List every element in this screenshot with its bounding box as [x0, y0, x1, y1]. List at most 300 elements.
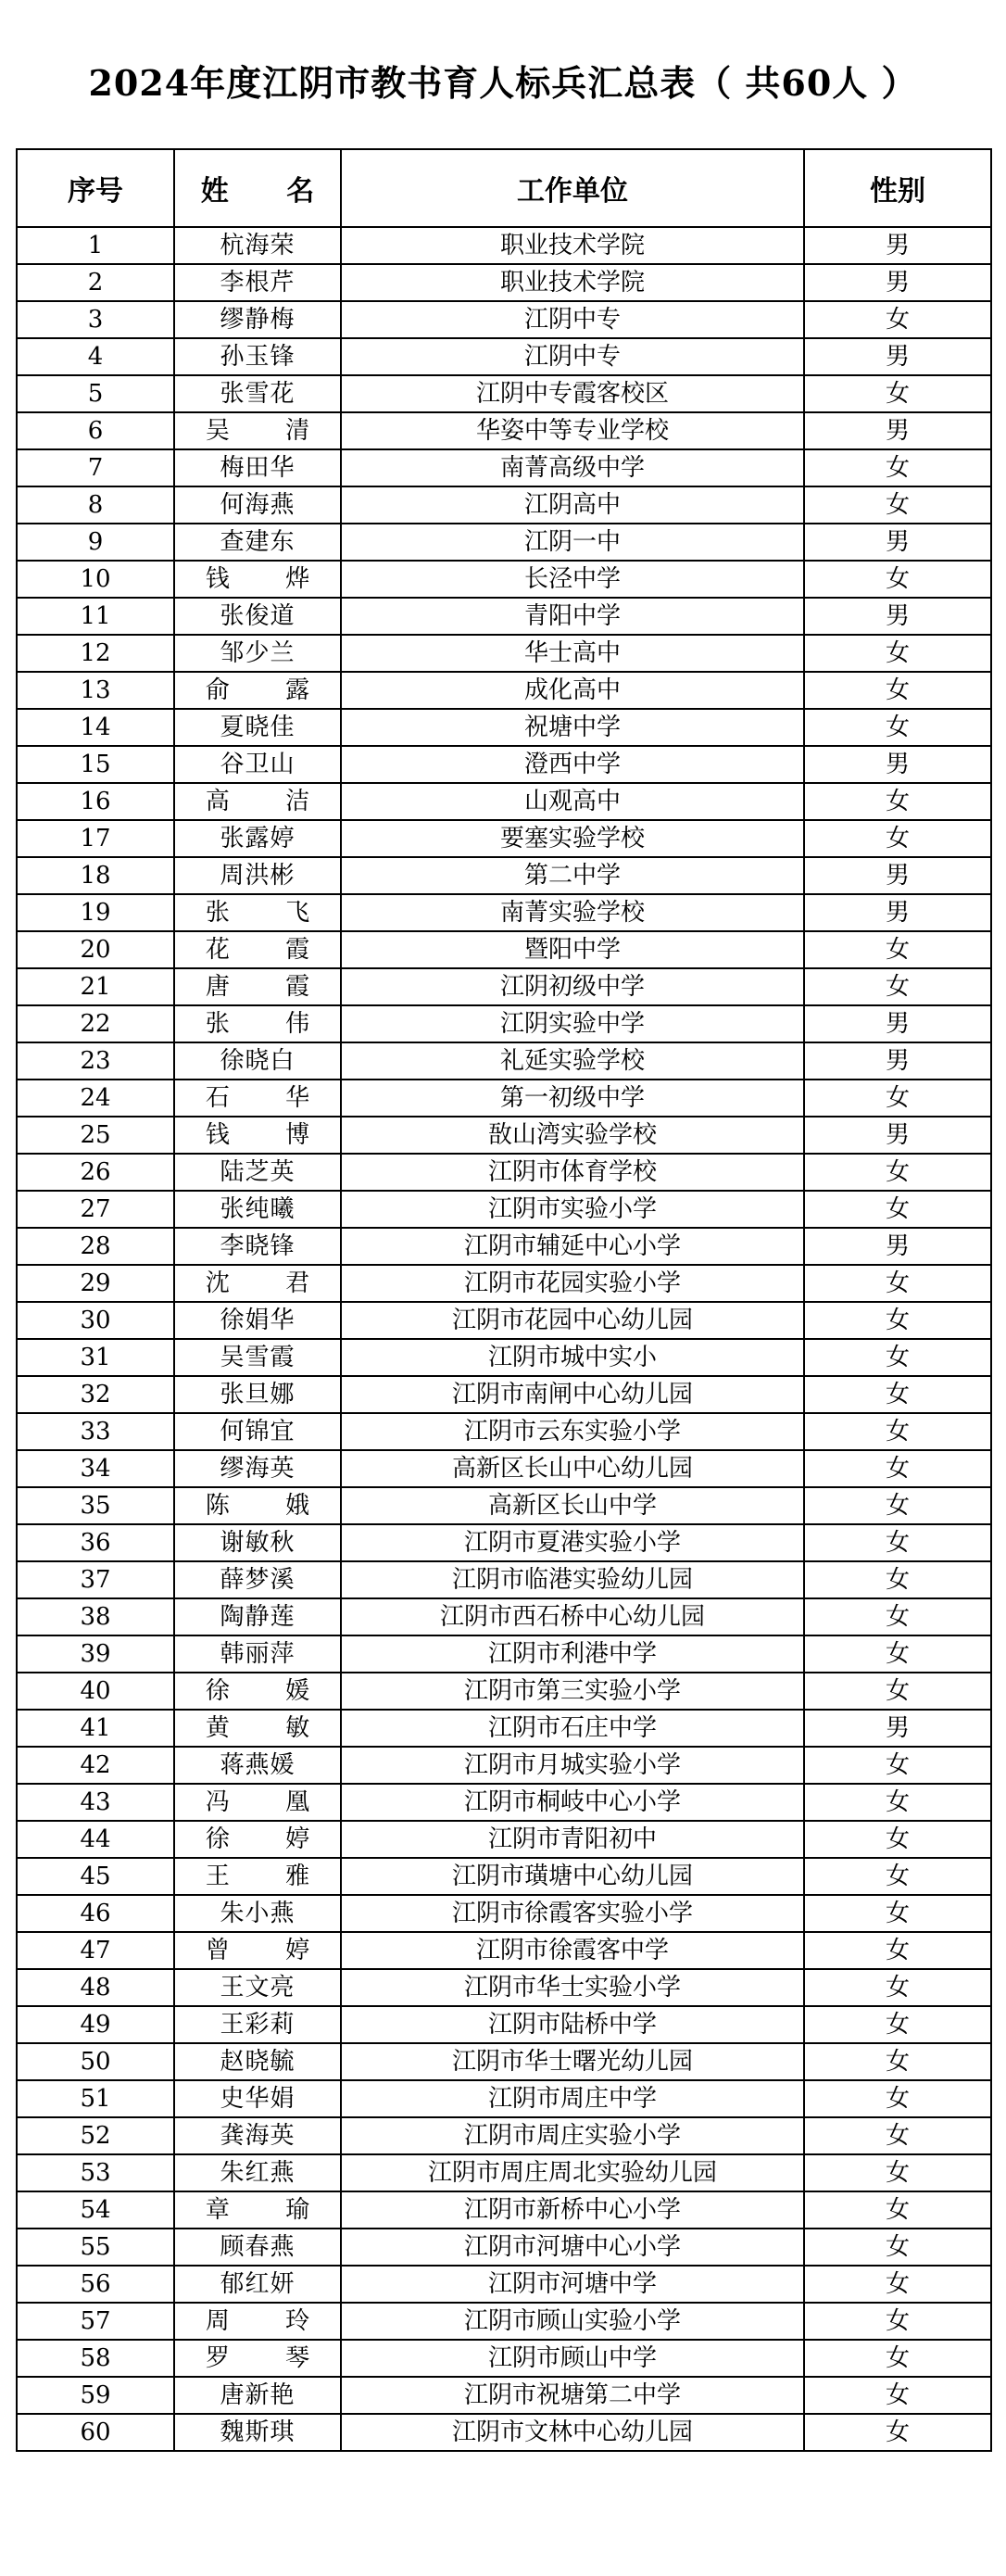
cell-number: 31	[17, 1339, 174, 1376]
header-name: 姓 名	[174, 149, 341, 227]
table-row	[17, 2043, 991, 2080]
cell-work-unit: 江阴市花园中心幼儿园	[341, 1302, 804, 1339]
table-row	[17, 1673, 991, 1710]
cell-name: 黄 敏	[174, 1710, 341, 1747]
table-row	[17, 2080, 991, 2117]
cell-gender: 女	[804, 1154, 991, 1191]
cell-name: 龚海英	[174, 2117, 341, 2154]
cell-name: 王彩莉	[174, 2006, 341, 2043]
table-row	[17, 1598, 991, 1635]
cell-name: 张 伟	[174, 1005, 341, 1042]
cell-work-unit: 华姿中等专业学校	[341, 412, 804, 449]
cell-gender: 男	[804, 1228, 991, 1265]
cell-name: 罗 琴	[174, 2340, 341, 2377]
cell-number: 29	[17, 1265, 174, 1302]
cell-gender: 女	[804, 1673, 991, 1710]
cell-work-unit: 祝塘中学	[341, 709, 804, 746]
cell-number: 35	[17, 1487, 174, 1524]
cell-name: 张露婷	[174, 820, 341, 857]
cell-gender: 女	[804, 1339, 991, 1376]
cell-name: 魏斯琪	[174, 2414, 341, 2451]
cell-gender: 女	[804, 1895, 991, 1932]
cell-work-unit: 南菁高级中学	[341, 449, 804, 486]
table-row	[17, 338, 991, 375]
cell-name: 陈 娥	[174, 1487, 341, 1524]
table-row	[17, 635, 991, 672]
cell-number: 21	[17, 968, 174, 1005]
table-row	[17, 1487, 991, 1524]
cell-gender: 女	[804, 1265, 991, 1302]
cell-gender: 女	[804, 1635, 991, 1673]
table-row	[17, 2154, 991, 2191]
cell-work-unit: 江阴市利港中学	[341, 1635, 804, 1673]
cell-number: 44	[17, 1821, 174, 1858]
cell-number: 5	[17, 375, 174, 412]
table-row	[17, 1895, 991, 1932]
cell-number: 30	[17, 1302, 174, 1339]
table-row	[17, 449, 991, 486]
cell-number: 41	[17, 1710, 174, 1747]
cell-name: 章 瑜	[174, 2191, 341, 2229]
table-row	[17, 1154, 991, 1191]
cell-number: 33	[17, 1413, 174, 1450]
cell-work-unit: 江阴一中	[341, 524, 804, 561]
header-row	[17, 149, 991, 227]
table-row	[17, 1821, 991, 1858]
cell-gender: 男	[804, 598, 991, 635]
cell-gender: 女	[804, 1598, 991, 1635]
cell-gender: 男	[804, 894, 991, 931]
cell-name: 高 洁	[174, 783, 341, 820]
cell-number: 37	[17, 1561, 174, 1598]
cell-name: 何海燕	[174, 486, 341, 524]
cell-number: 50	[17, 2043, 174, 2080]
cell-name: 陆芝英	[174, 1154, 341, 1191]
cell-name: 张雪花	[174, 375, 341, 412]
cell-name: 徐娟华	[174, 1302, 341, 1339]
cell-gender: 男	[804, 1042, 991, 1080]
cell-name: 俞 露	[174, 672, 341, 709]
table-row	[17, 412, 991, 449]
cell-number: 57	[17, 2303, 174, 2340]
cell-number: 48	[17, 1969, 174, 2006]
teacher-roster-table	[16, 148, 992, 2452]
cell-number: 23	[17, 1042, 174, 1080]
cell-name: 钱 烨	[174, 561, 341, 598]
table-row	[17, 746, 991, 783]
cell-gender: 女	[804, 635, 991, 672]
cell-number: 6	[17, 412, 174, 449]
cell-work-unit: 江阴实验中学	[341, 1005, 804, 1042]
cell-work-unit: 江阴市青阳初中	[341, 1821, 804, 1858]
table-row	[17, 1117, 991, 1154]
cell-number: 22	[17, 1005, 174, 1042]
cell-name: 史华娟	[174, 2080, 341, 2117]
table-row	[17, 1042, 991, 1080]
table-row	[17, 1450, 991, 1487]
cell-work-unit: 澄西中学	[341, 746, 804, 783]
cell-name: 周洪彬	[174, 857, 341, 894]
cell-number: 18	[17, 857, 174, 894]
table-row	[17, 1376, 991, 1413]
cell-work-unit: 江阴市桐岐中心小学	[341, 1784, 804, 1821]
cell-name: 冯 凰	[174, 1784, 341, 1821]
cell-name: 张俊道	[174, 598, 341, 635]
cell-work-unit: 华士高中	[341, 635, 804, 672]
table-row	[17, 524, 991, 561]
table-row	[17, 1561, 991, 1598]
cell-gender: 女	[804, 2006, 991, 2043]
cell-work-unit: 江阴市华士实验小学	[341, 1969, 804, 2006]
table-row	[17, 264, 991, 301]
cell-work-unit: 江阴市顾山实验小学	[341, 2303, 804, 2340]
table-row	[17, 2117, 991, 2154]
table-row	[17, 1005, 991, 1042]
cell-gender: 女	[804, 1302, 991, 1339]
cell-number: 1	[17, 227, 174, 264]
cell-name: 徐 婷	[174, 1821, 341, 1858]
cell-number: 8	[17, 486, 174, 524]
cell-number: 12	[17, 635, 174, 672]
cell-gender: 男	[804, 1710, 991, 1747]
cell-gender: 女	[804, 672, 991, 709]
cell-number: 7	[17, 449, 174, 486]
cell-work-unit: 职业技术学院	[341, 264, 804, 301]
cell-gender: 女	[804, 820, 991, 857]
cell-gender: 女	[804, 486, 991, 524]
cell-number: 39	[17, 1635, 174, 1673]
cell-work-unit: 江阴初级中学	[341, 968, 804, 1005]
cell-gender: 女	[804, 2266, 991, 2303]
cell-name: 何锦宜	[174, 1413, 341, 1450]
cell-number: 34	[17, 1450, 174, 1487]
cell-number: 17	[17, 820, 174, 857]
cell-work-unit: 江阴市文林中心幼儿园	[341, 2414, 804, 2451]
cell-gender: 女	[804, 375, 991, 412]
cell-work-unit: 第一初级中学	[341, 1080, 804, 1117]
cell-gender: 女	[804, 1858, 991, 1895]
cell-gender: 女	[804, 2154, 991, 2191]
cell-work-unit: 敔山湾实验学校	[341, 1117, 804, 1154]
cell-name: 杭海荣	[174, 227, 341, 264]
cell-number: 9	[17, 524, 174, 561]
cell-gender: 女	[804, 2414, 991, 2451]
document-title: 2024年度江阴市教书育人标兵汇总表（ 共60人 ）	[88, 62, 918, 104]
header-work-unit: 工作单位	[341, 149, 804, 227]
cell-gender: 男	[804, 227, 991, 264]
cell-number: 54	[17, 2191, 174, 2229]
cell-gender: 女	[804, 1450, 991, 1487]
cell-gender: 男	[804, 338, 991, 375]
table-row	[17, 1747, 991, 1784]
cell-work-unit: 青阳中学	[341, 598, 804, 635]
table-row	[17, 783, 991, 820]
cell-number: 15	[17, 746, 174, 783]
cell-name: 李晓锋	[174, 1228, 341, 1265]
cell-name: 韩丽萍	[174, 1635, 341, 1673]
table-row	[17, 1932, 991, 1969]
cell-work-unit: 江阴市南闸中心幼儿园	[341, 1376, 804, 1413]
cell-work-unit: 江阴市周庄实验小学	[341, 2117, 804, 2154]
cell-gender: 男	[804, 524, 991, 561]
cell-work-unit: 江阴市祝塘第二中学	[341, 2377, 804, 2414]
table-row	[17, 2340, 991, 2377]
cell-work-unit: 江阴市周庄周北实验幼儿园	[341, 2154, 804, 2191]
cell-number: 38	[17, 1598, 174, 1635]
cell-work-unit: 江阴市辅延中心小学	[341, 1228, 804, 1265]
table-row	[17, 672, 991, 709]
table-row	[17, 227, 991, 264]
cell-name: 陶静莲	[174, 1598, 341, 1635]
cell-work-unit: 长泾中学	[341, 561, 804, 598]
table-row	[17, 1339, 991, 1376]
header-number: 序号	[17, 149, 174, 227]
table-row	[17, 1635, 991, 1673]
cell-number: 20	[17, 931, 174, 968]
cell-gender: 女	[804, 2229, 991, 2266]
cell-gender: 男	[804, 1117, 991, 1154]
cell-name: 王 雅	[174, 1858, 341, 1895]
cell-gender: 男	[804, 746, 991, 783]
cell-work-unit: 江阴市华士曙光幼儿园	[341, 2043, 804, 2080]
table-row	[17, 2414, 991, 2451]
cell-work-unit: 江阴市河塘中学	[341, 2266, 804, 2303]
cell-number: 45	[17, 1858, 174, 1895]
cell-name: 缪静梅	[174, 301, 341, 338]
cell-number: 40	[17, 1673, 174, 1710]
cell-number: 43	[17, 1784, 174, 1821]
cell-number: 2	[17, 264, 174, 301]
cell-work-unit: 江阴市第三实验小学	[341, 1673, 804, 1710]
cell-work-unit: 江阴市璜塘中心幼儿园	[341, 1858, 804, 1895]
cell-name: 徐晓白	[174, 1042, 341, 1080]
cell-work-unit: 要塞实验学校	[341, 820, 804, 857]
cell-work-unit: 江阴市城中实小	[341, 1339, 804, 1376]
cell-number: 55	[17, 2229, 174, 2266]
table-row	[17, 1784, 991, 1821]
cell-gender: 女	[804, 1969, 991, 2006]
cell-work-unit: 高新区长山中心幼儿园	[341, 1450, 804, 1487]
cell-gender: 女	[804, 709, 991, 746]
cell-name: 赵晓毓	[174, 2043, 341, 2080]
table-row	[17, 2377, 991, 2414]
cell-name: 朱红燕	[174, 2154, 341, 2191]
table-row	[17, 1191, 991, 1228]
cell-name: 查建东	[174, 524, 341, 561]
cell-work-unit: 成化高中	[341, 672, 804, 709]
cell-name: 王文亮	[174, 1969, 341, 2006]
cell-work-unit: 江阴市西石桥中心幼儿园	[341, 1598, 804, 1635]
cell-name: 钱 博	[174, 1117, 341, 1154]
table-row	[17, 931, 991, 968]
table-row	[17, 598, 991, 635]
cell-gender: 女	[804, 783, 991, 820]
table-row	[17, 1302, 991, 1339]
cell-number: 16	[17, 783, 174, 820]
cell-number: 28	[17, 1228, 174, 1265]
table-row	[17, 1858, 991, 1895]
cell-gender: 女	[804, 2340, 991, 2377]
cell-name: 梅田华	[174, 449, 341, 486]
cell-gender: 女	[804, 968, 991, 1005]
cell-name: 张 飞	[174, 894, 341, 931]
cell-number: 49	[17, 2006, 174, 2043]
cell-name: 石 华	[174, 1080, 341, 1117]
cell-gender: 女	[804, 1821, 991, 1858]
cell-work-unit: 江阴市月城实验小学	[341, 1747, 804, 1784]
table-row	[17, 1969, 991, 2006]
table-row	[17, 2303, 991, 2340]
cell-name: 郁红妍	[174, 2266, 341, 2303]
cell-work-unit: 第二中学	[341, 857, 804, 894]
cell-work-unit: 江阴中专霞客校区	[341, 375, 804, 412]
cell-name: 徐 媛	[174, 1673, 341, 1710]
cell-number: 4	[17, 338, 174, 375]
table-row	[17, 301, 991, 338]
table-row	[17, 709, 991, 746]
cell-number: 42	[17, 1747, 174, 1784]
cell-work-unit: 江阴市河塘中心小学	[341, 2229, 804, 2266]
cell-gender: 女	[804, 1561, 991, 1598]
cell-number: 53	[17, 2154, 174, 2191]
table-row	[17, 2229, 991, 2266]
cell-work-unit: 山观高中	[341, 783, 804, 820]
table-row	[17, 1413, 991, 1450]
cell-name: 谢敏秋	[174, 1524, 341, 1561]
cell-gender: 女	[804, 301, 991, 338]
cell-gender: 女	[804, 1747, 991, 1784]
cell-gender: 女	[804, 1487, 991, 1524]
cell-work-unit: 江阴市新桥中心小学	[341, 2191, 804, 2229]
cell-number: 46	[17, 1895, 174, 1932]
cell-name: 周 玲	[174, 2303, 341, 2340]
cell-name: 花 霞	[174, 931, 341, 968]
cell-name: 吴雪霞	[174, 1339, 341, 1376]
cell-name: 薛梦溪	[174, 1561, 341, 1598]
cell-name: 缪海英	[174, 1450, 341, 1487]
cell-name: 唐新艳	[174, 2377, 341, 2414]
table-row	[17, 820, 991, 857]
cell-name: 顾春燕	[174, 2229, 341, 2266]
table-row	[17, 1524, 991, 1561]
cell-work-unit: 职业技术学院	[341, 227, 804, 264]
table-row	[17, 486, 991, 524]
cell-work-unit: 江阴高中	[341, 486, 804, 524]
cell-number: 13	[17, 672, 174, 709]
cell-gender: 女	[804, 2043, 991, 2080]
cell-work-unit: 南菁实验学校	[341, 894, 804, 931]
cell-name: 邹少兰	[174, 635, 341, 672]
header-gender: 性别	[804, 149, 991, 227]
cell-work-unit: 江阴市徐霞客实验小学	[341, 1895, 804, 1932]
cell-number: 10	[17, 561, 174, 598]
cell-work-unit: 江阴市临港实验幼儿园	[341, 1561, 804, 1598]
cell-number: 52	[17, 2117, 174, 2154]
table-row	[17, 1080, 991, 1117]
table-row	[17, 2191, 991, 2229]
cell-work-unit: 江阴市花园实验小学	[341, 1265, 804, 1302]
table-row	[17, 375, 991, 412]
cell-gender: 女	[804, 561, 991, 598]
cell-name: 沈 君	[174, 1265, 341, 1302]
cell-gender: 男	[804, 412, 991, 449]
table-row	[17, 857, 991, 894]
table-row	[17, 894, 991, 931]
table-body	[17, 227, 991, 2451]
cell-work-unit: 江阴市云东实验小学	[341, 1413, 804, 1450]
table-row	[17, 1228, 991, 1265]
cell-number: 32	[17, 1376, 174, 1413]
table-row	[17, 1265, 991, 1302]
cell-name: 孙玉锋	[174, 338, 341, 375]
cell-name: 张旦娜	[174, 1376, 341, 1413]
cell-work-unit: 江阴市实验小学	[341, 1191, 804, 1228]
cell-gender: 女	[804, 1413, 991, 1450]
cell-number: 36	[17, 1524, 174, 1561]
cell-work-unit: 礼延实验学校	[341, 1042, 804, 1080]
cell-number: 59	[17, 2377, 174, 2414]
cell-gender: 女	[804, 449, 991, 486]
cell-work-unit: 江阴市陆桥中学	[341, 2006, 804, 2043]
cell-work-unit: 江阴市徐霞客中学	[341, 1932, 804, 1969]
table-row	[17, 561, 991, 598]
cell-name: 张纯曦	[174, 1191, 341, 1228]
cell-name: 李根芹	[174, 264, 341, 301]
table-row	[17, 968, 991, 1005]
table-row	[17, 2006, 991, 2043]
cell-work-unit: 高新区长山中学	[341, 1487, 804, 1524]
cell-gender: 男	[804, 1005, 991, 1042]
cell-work-unit: 江阴市周庄中学	[341, 2080, 804, 2117]
cell-number: 3	[17, 301, 174, 338]
cell-gender: 女	[804, 1376, 991, 1413]
cell-gender: 女	[804, 2117, 991, 2154]
cell-gender: 女	[804, 2080, 991, 2117]
cell-number: 25	[17, 1117, 174, 1154]
cell-number: 56	[17, 2266, 174, 2303]
cell-number: 26	[17, 1154, 174, 1191]
cell-gender: 女	[804, 931, 991, 968]
cell-work-unit: 江阴中专	[341, 338, 804, 375]
cell-work-unit: 江阴市石庄中学	[341, 1710, 804, 1747]
cell-gender: 女	[804, 1191, 991, 1228]
cell-gender: 男	[804, 857, 991, 894]
cell-work-unit: 江阴中专	[341, 301, 804, 338]
cell-number: 14	[17, 709, 174, 746]
cell-gender: 女	[804, 1080, 991, 1117]
cell-work-unit: 江阴市体育学校	[341, 1154, 804, 1191]
cell-gender: 男	[804, 264, 991, 301]
cell-gender: 女	[804, 1524, 991, 1561]
cell-number: 58	[17, 2340, 174, 2377]
cell-gender: 女	[804, 2303, 991, 2340]
cell-number: 11	[17, 598, 174, 635]
cell-gender: 女	[804, 2377, 991, 2414]
cell-number: 19	[17, 894, 174, 931]
cell-gender: 女	[804, 2191, 991, 2229]
table-row	[17, 1710, 991, 1747]
cell-name: 谷卫山	[174, 746, 341, 783]
cell-name: 夏晓佳	[174, 709, 341, 746]
cell-number: 47	[17, 1932, 174, 1969]
cell-name: 曾 婷	[174, 1932, 341, 1969]
cell-number: 27	[17, 1191, 174, 1228]
cell-name: 吴 清	[174, 412, 341, 449]
cell-name: 唐 霞	[174, 968, 341, 1005]
cell-number: 24	[17, 1080, 174, 1117]
cell-gender: 女	[804, 1932, 991, 1969]
table-header	[17, 149, 991, 227]
